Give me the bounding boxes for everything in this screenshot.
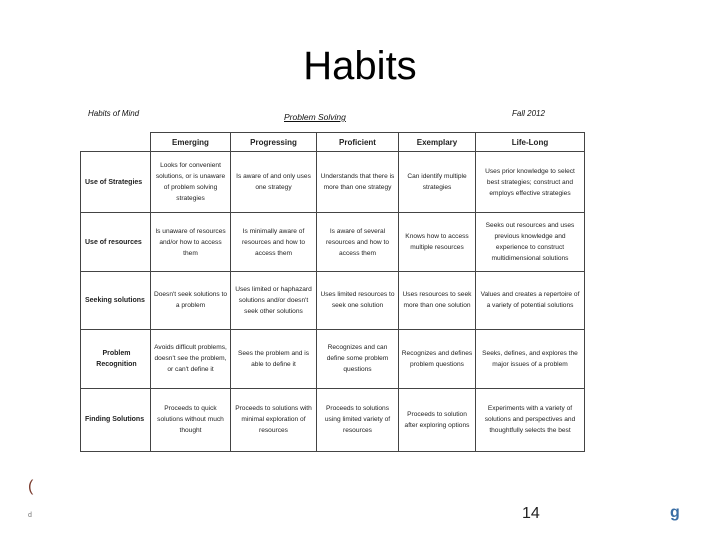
rubric-header-topic: Problem Solving (284, 112, 346, 122)
rubric-cell: Is aware of and only uses one strategy (231, 152, 317, 213)
rubric-cell: Knows how to access multiple resources (399, 213, 476, 272)
rubric-cell: Proceeds to solutions with minimal exploration of resources (231, 388, 317, 451)
rubric-row-seeking-solutions (81, 272, 585, 329)
rubric-cell: Sees the problem and is able to define it (231, 329, 317, 388)
rubric-row-use-of-resources (81, 213, 585, 272)
column-header-emerging: Emerging (151, 133, 231, 152)
rubric-cell: Uses limited resources to seek one solution (317, 272, 399, 329)
rubric-cell: Is aware of several resources and how to access them (317, 213, 399, 272)
rubric-cell: Looks for convenient solutions, or is unaware of problem solving strategies (151, 152, 231, 213)
rubric-cell: Can identify multiple strategies (399, 152, 476, 213)
rubric-cell: Recognizes and can define some problem questions (317, 329, 399, 388)
footer-text-fragment-left: d (28, 512, 32, 519)
slide-title: Habits (303, 44, 417, 88)
rubric-cell: Proceeds to quick solutions without much thought (151, 388, 231, 451)
rubric-header-category: Habits of Mind (88, 109, 140, 118)
footer-logo-fragment-left: ( (28, 478, 34, 495)
rubric-table (80, 132, 585, 452)
column-header-progressing: Progressing (231, 133, 317, 152)
rubric-cell: Is unaware of resources and/or how to access them (151, 213, 231, 272)
rubric-corner-cell (81, 133, 151, 152)
page-number: 14 (522, 505, 540, 522)
column-header-exemplary: Exemplary (399, 133, 476, 152)
rubric-cell: Avoids difficult problems, doesn't see the problem, or can't define it (151, 329, 231, 388)
row-label: Use of Strategies (81, 152, 151, 213)
rubric-cell: Seeks out resources and uses previous knowledge and experience to construct multidimensional solutions (476, 213, 585, 272)
rubric-cell: Uses prior knowledge to select best strategies; construct and employs effective strategies (476, 152, 585, 213)
row-label: Problem Recognition (81, 329, 151, 388)
footer-logo-fragment-right: g (670, 504, 680, 521)
column-header-proficient: Proficient (317, 133, 399, 152)
rubric-row-finding-solutions (81, 388, 585, 451)
rubric-cell: Is minimally aware of resources and how to access them (231, 213, 317, 272)
rubric-header-row (81, 133, 585, 152)
row-label: Finding Solutions (81, 388, 151, 451)
rubric-cell: Uses resources to seek more than one solution (399, 272, 476, 329)
rubric-cell: Doesn't seek solutions to a problem (151, 272, 231, 329)
rubric-cell: Proceeds to solution after exploring options (399, 388, 476, 451)
column-header-life-long: Life-Long (476, 133, 585, 152)
rubric-row-problem-recognition (81, 329, 585, 388)
rubric-cell: Seeks, defines, and explores the major issues of a problem (476, 329, 585, 388)
rubric-cell: Proceeds to solutions using limited variety of resources (317, 388, 399, 451)
rubric-cell: Understands that there is more than one strategy (317, 152, 399, 213)
rubric-cell: Recognizes and defines problem questions (399, 329, 476, 388)
rubric-cell: Experiments with a variety of solutions and perspectives and thoughtfully selects the best (476, 388, 585, 451)
rubric-header-date: Fall 2012 (512, 109, 545, 118)
row-label: Seeking solutions (81, 272, 151, 329)
row-label: Use of resources (81, 213, 151, 272)
rubric-cell: Values and creates a repertoire of a variety of potential solutions (476, 272, 585, 329)
rubric-cell: Uses limited or haphazard solutions and/or doesn't seek other solutions (231, 272, 317, 329)
rubric-row-use-of-strategies (81, 152, 585, 213)
